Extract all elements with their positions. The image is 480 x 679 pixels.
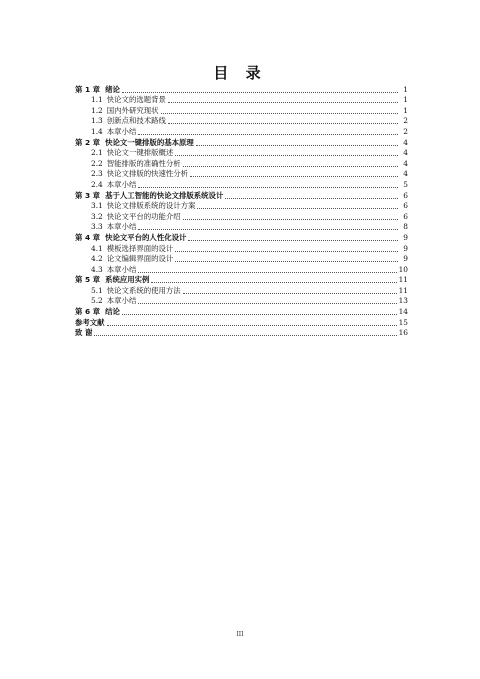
dot-leader [175, 260, 398, 262]
toc-page-number: 2 [403, 126, 408, 136]
toc-chapter-entry[interactable] [75, 137, 408, 148]
toc-entry-number: 5.2 [91, 296, 103, 306]
toc-entry-label: 论文编辑界面的设计 [106, 254, 174, 264]
dot-leader [168, 101, 398, 103]
table-of-contents [75, 84, 408, 338]
toc-page-number: 4 [403, 148, 408, 158]
dot-leader [197, 207, 398, 209]
toc-entry-number: 5.1 [91, 285, 103, 295]
toc-entry-number: 1.1 [91, 95, 103, 105]
toc-section-entry[interactable] [75, 126, 408, 137]
dot-leader [175, 250, 398, 252]
toc-entry-label: 本章小结 [106, 296, 137, 306]
toc-entry-number: 第 6 章 [75, 307, 101, 317]
toc-entry-title [91, 127, 136, 137]
dot-leader [196, 144, 398, 146]
page-number: III [236, 631, 244, 638]
toc-entry-label: 智能排版的准确性分析 [106, 158, 181, 168]
toc-entry-number: 3.3 [91, 222, 103, 232]
toc-entry-label: 快论文排版的快速性分析 [106, 169, 189, 179]
toc-entry-label: 本章小结 [106, 222, 137, 232]
toc-page-number: 6 [403, 190, 408, 200]
toc-entry-label: 本章小结 [106, 264, 137, 274]
toc-chapter-entry[interactable] [75, 190, 408, 201]
toc-section-entry[interactable] [75, 158, 408, 169]
toc-entry-label: 结论 [105, 307, 120, 317]
dot-leader [183, 165, 398, 167]
toc-section-entry[interactable] [75, 148, 408, 159]
toc-page-number: 14 [398, 307, 408, 317]
toc-entry-title [75, 191, 223, 201]
toc-entry-label: 本章小结 [106, 126, 137, 136]
toc-chapter-entry[interactable] [75, 306, 408, 317]
toc-entry-title [91, 148, 173, 158]
toc-section-entry[interactable] [75, 285, 408, 296]
toc-entry-title [91, 222, 136, 232]
toc-section-entry[interactable] [75, 95, 408, 106]
dot-leader [168, 122, 398, 124]
toc-page-number: 4 [403, 169, 408, 179]
toc-page-number: 2 [403, 116, 408, 126]
toc-section-entry[interactable] [75, 222, 408, 233]
toc-entry-label: 模板选择界面的设计 [106, 243, 174, 253]
dot-leader [161, 112, 398, 114]
dot-leader [225, 197, 398, 199]
toc-chapter-entry[interactable] [75, 275, 408, 286]
toc-chapter-entry[interactable] [75, 328, 408, 339]
toc-entry-label: 快论文系统的使用方法 [106, 285, 181, 295]
toc-entry-title [75, 328, 92, 338]
toc-chapter-entry[interactable] [75, 232, 408, 243]
toc-page-number: 16 [398, 328, 408, 338]
toc-page-number: 6 [403, 201, 408, 211]
toc-page-number: 15 [398, 317, 408, 327]
dot-leader [190, 175, 398, 177]
toc-entry-number: 第 1 章 [75, 84, 101, 94]
toc-section-entry[interactable] [75, 264, 408, 275]
toc-entry-label: 国内外研究现状 [106, 105, 159, 115]
toc-entry-label: 系统应用实例 [105, 275, 150, 285]
toc-entry-label: 创新点和技术路线 [106, 116, 166, 126]
toc-entry-number: 第 3 章 [75, 190, 101, 200]
toc-entry-label: 快论文排版系统的设计方案 [106, 201, 196, 211]
toc-entry-title [91, 159, 181, 169]
page-title: 目 录 [213, 64, 267, 82]
toc-page-number: 1 [403, 84, 408, 94]
toc-entry-title [75, 307, 120, 317]
toc-section-entry[interactable] [75, 201, 408, 212]
toc-entry-title [91, 254, 173, 264]
toc-page-number: 11 [398, 275, 408, 285]
toc-entry-label: 本章小结 [106, 179, 137, 189]
toc-entry-label: 基于人工智能的快论文排版系统设计 [105, 190, 224, 200]
toc-page-number: 10 [398, 264, 408, 274]
toc-section-entry[interactable] [75, 116, 408, 127]
toc-section-entry[interactable] [75, 179, 408, 190]
toc-entry-number: 2.4 [91, 179, 103, 189]
toc-section-entry[interactable] [75, 169, 408, 180]
toc-section-entry[interactable] [75, 243, 408, 254]
toc-entry-label: 快论文一键排版概述 [106, 148, 174, 158]
dot-leader [122, 313, 397, 315]
toc-entry-title [75, 275, 149, 285]
toc-chapter-entry[interactable] [75, 84, 408, 95]
toc-page-number: 11 [398, 285, 408, 295]
toc-entry-number: 3.1 [91, 201, 103, 211]
toc-entry-label: 快论文平台的人性化设计 [105, 232, 187, 242]
dot-leader [138, 186, 398, 188]
toc-page-number: 13 [398, 296, 408, 306]
toc-entry-title [75, 85, 120, 95]
toc-entry-label: 绪论 [105, 84, 120, 94]
toc-entry-number: 1.4 [91, 126, 103, 136]
toc-entry-title [91, 169, 188, 179]
toc-entry-number: 2.3 [91, 169, 103, 179]
toc-entry-title [91, 286, 181, 296]
toc-entry-label: 致 谢 [75, 328, 93, 338]
toc-entry-number: 3.2 [91, 211, 103, 221]
toc-entry-title [75, 318, 105, 328]
toc-page-number: 1 [403, 105, 408, 115]
toc-entry-label: 快论文平台的功能介绍 [106, 211, 181, 221]
toc-entry-number: 2.1 [91, 148, 103, 158]
dot-leader [175, 154, 398, 156]
toc-entry-number: 2.2 [91, 158, 103, 168]
dot-leader [188, 239, 398, 241]
toc-entry-number: 1.3 [91, 116, 103, 126]
dot-leader [107, 324, 397, 326]
toc-entry-title [91, 106, 159, 116]
toc-entry-number: 第 2 章 [75, 137, 101, 147]
toc-entry-number: 第 5 章 [75, 275, 101, 285]
toc-entry-title [91, 265, 136, 275]
dot-leader [183, 218, 398, 220]
toc-entry-title [91, 201, 195, 211]
dot-leader [138, 228, 398, 230]
toc-page-number: 4 [403, 158, 408, 168]
dot-leader [183, 292, 397, 294]
toc-entry-title [91, 244, 173, 254]
toc-page-number: 4 [403, 137, 408, 147]
toc-chapter-entry[interactable] [75, 317, 408, 328]
toc-entry-title [91, 180, 136, 190]
toc-section-entry[interactable] [75, 211, 408, 222]
toc-page-number: 6 [403, 211, 408, 221]
toc-entry-title [91, 116, 166, 126]
dot-leader [138, 133, 398, 135]
toc-entry-number: 1.2 [91, 105, 103, 115]
toc-entry-label: 快论文的选题背景 [106, 95, 166, 105]
dot-leader [138, 302, 396, 304]
toc-page-number: 9 [403, 243, 408, 253]
toc-entry-label: 参考文献 [75, 317, 105, 327]
dot-leader [138, 271, 396, 273]
toc-entry-label: 快论文一键排版的基本原理 [105, 137, 194, 147]
toc-entry-title [75, 233, 186, 243]
toc-section-entry[interactable] [75, 105, 408, 116]
dot-leader [151, 281, 396, 283]
toc-section-entry[interactable] [75, 254, 408, 265]
toc-page-number: 5 [403, 179, 408, 189]
toc-entry-number: 4.3 [91, 264, 103, 274]
dot-leader [94, 334, 396, 336]
toc-entry-number: 第 4 章 [75, 232, 101, 242]
toc-entry-number: 4.2 [91, 254, 103, 264]
toc-entry-title [91, 212, 181, 222]
toc-section-entry[interactable] [75, 296, 408, 307]
toc-entry-title [91, 95, 166, 105]
toc-page-number: 9 [403, 254, 408, 264]
toc-entry-title [91, 296, 136, 306]
toc-page-number: 9 [403, 232, 408, 242]
toc-page-number: 8 [403, 222, 408, 232]
toc-page-number: 1 [403, 95, 408, 105]
dot-leader [122, 91, 398, 93]
toc-entry-number: 4.1 [91, 243, 103, 253]
toc-entry-title [75, 138, 194, 148]
